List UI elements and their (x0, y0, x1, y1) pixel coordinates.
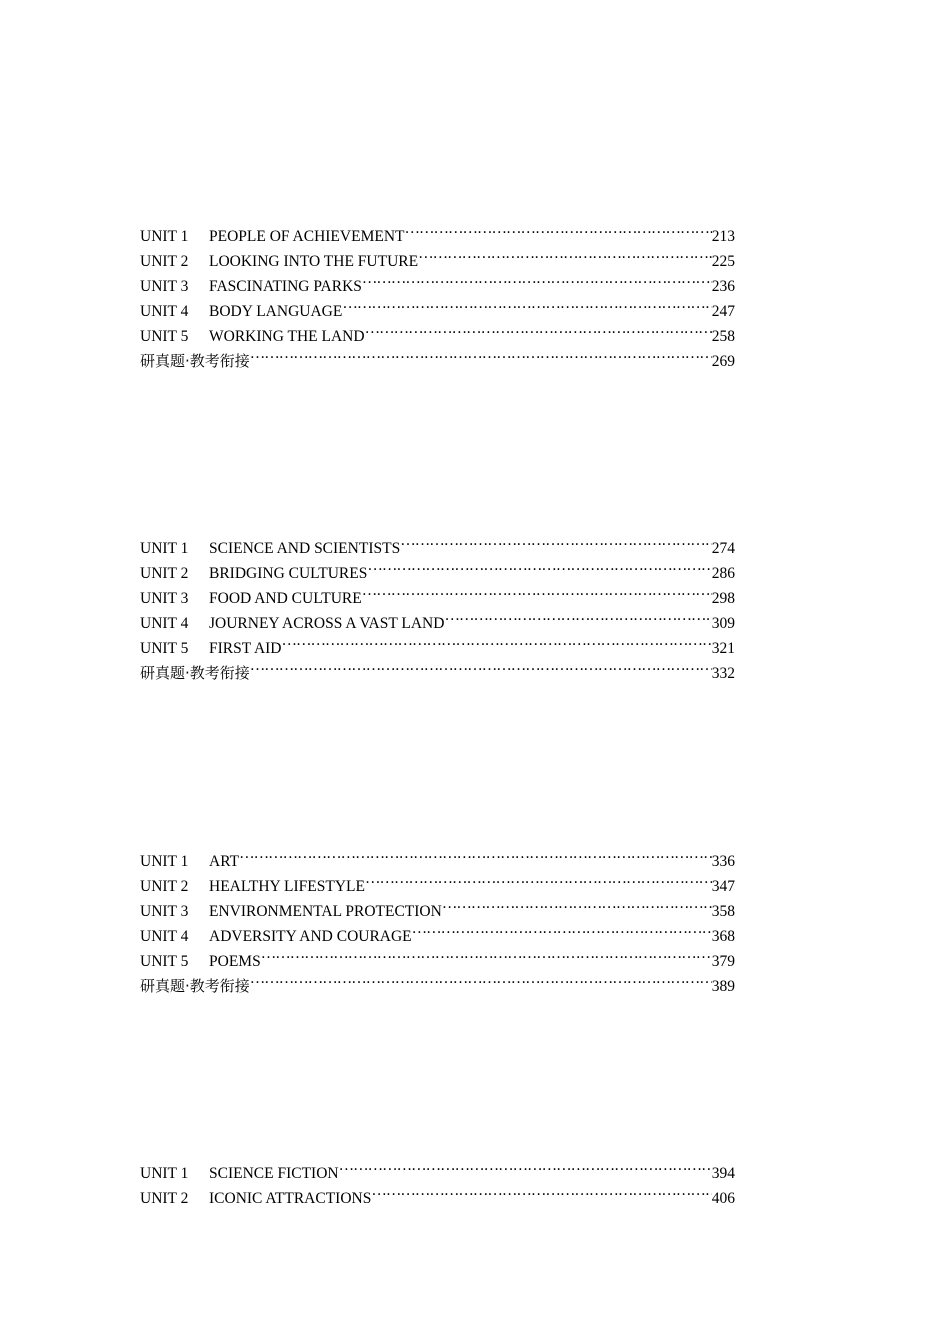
unit-number: UNIT 5 (140, 640, 189, 657)
unit-title: LOOKING INTO THE FUTURE (209, 253, 419, 270)
toc-entry[interactable] (140, 528, 735, 557)
unit-number: UNIT 2 (140, 878, 189, 895)
toc-entry[interactable] (140, 216, 735, 245)
dot-leader (365, 316, 712, 341)
dot-leader (362, 266, 712, 291)
unit-title: SCIENCE FICTION (209, 1165, 339, 1182)
unit-title: WORKING THE LAND (209, 328, 365, 345)
unit-number: UNIT 2 (140, 565, 189, 582)
unit-number: UNIT 4 (140, 615, 189, 632)
page-number: 247 (711, 303, 735, 320)
toc-section-2 (140, 528, 735, 682)
dot-leader (250, 653, 712, 678)
page-number: 368 (711, 928, 735, 945)
dot-leader (250, 966, 712, 991)
unit-number: UNIT 2 (140, 1190, 189, 1207)
dot-leader (365, 866, 712, 891)
unit-number: UNIT 4 (140, 303, 189, 320)
toc-entry[interactable] (140, 1153, 735, 1182)
unit-number: UNIT 5 (140, 953, 189, 970)
unit-title: FIRST AID (209, 640, 282, 657)
unit-number: UNIT 3 (140, 903, 189, 920)
page-number: 389 (711, 978, 735, 995)
unit-title: POEMS (209, 953, 261, 970)
page-number: 269 (711, 353, 735, 370)
dot-leader (371, 1178, 711, 1203)
page-number: 213 (711, 228, 735, 245)
unit-number: UNIT 5 (140, 328, 189, 345)
toc-entry[interactable] (140, 841, 735, 870)
page-number: 336 (711, 853, 735, 870)
unit-title: FASCINATING PARKS (209, 278, 362, 295)
dot-leader (418, 241, 712, 266)
review-title: 研真题·教考衔接 (140, 352, 250, 370)
unit-title: PEOPLE OF ACHIEVEMENT (209, 228, 405, 245)
unit-title: SCIENCE AND SCIENTISTS (209, 540, 401, 557)
unit-title: BODY LANGUAGE (209, 303, 343, 320)
page-number: 236 (711, 278, 735, 295)
page-number: 394 (711, 1165, 735, 1182)
unit-number: UNIT 4 (140, 928, 189, 945)
dot-leader (261, 941, 712, 966)
page-number: 274 (711, 540, 735, 557)
page-number: 298 (711, 590, 735, 607)
unit-title: FOOD AND CULTURE (209, 590, 362, 607)
review-title: 研真题·教考衔接 (140, 977, 250, 995)
dot-leader (362, 578, 712, 603)
dot-leader (339, 1153, 712, 1178)
page-number: 347 (711, 878, 735, 895)
unit-number: UNIT 1 (140, 228, 189, 245)
unit-title: ART (209, 853, 240, 870)
dot-leader (250, 341, 712, 366)
page-number: 225 (711, 253, 735, 270)
unit-number: UNIT 3 (140, 278, 189, 295)
unit-title: ENVIRONMENTAL PROTECTION (209, 903, 442, 920)
unit-number: UNIT 1 (140, 540, 189, 557)
unit-title: BRIDGING CULTURES (209, 565, 368, 582)
dot-leader (367, 553, 711, 578)
unit-number: UNIT 3 (140, 590, 189, 607)
unit-title: JOURNEY ACROSS A VAST LAND (209, 615, 445, 632)
page-number: 309 (711, 615, 735, 632)
dot-leader (444, 603, 711, 628)
unit-number: UNIT 1 (140, 853, 189, 870)
page-number: 321 (711, 640, 735, 657)
unit-title: HEALTHY LIFESTYLE (209, 878, 365, 895)
dot-leader (239, 841, 712, 866)
unit-number: UNIT 1 (140, 1165, 189, 1182)
dot-leader (412, 916, 712, 941)
toc-section-3 (140, 841, 735, 995)
page-number: 406 (711, 1190, 735, 1207)
dot-leader (442, 891, 712, 916)
dot-leader (404, 216, 711, 241)
page-number: 332 (711, 665, 735, 682)
unit-title: ICONIC ATTRACTIONS (209, 1190, 372, 1207)
review-title: 研真题·教考衔接 (140, 664, 250, 682)
unit-title: ADVERSITY AND COURAGE (209, 928, 412, 945)
page-number: 258 (711, 328, 735, 345)
page-number: 286 (711, 565, 735, 582)
toc-section-4 (140, 1153, 735, 1207)
page-number: 358 (711, 903, 735, 920)
unit-number: UNIT 2 (140, 253, 189, 270)
dot-leader (400, 528, 712, 553)
dot-leader (342, 291, 711, 316)
toc-section-1 (140, 216, 735, 370)
dot-leader (282, 628, 712, 653)
page-number: 379 (711, 953, 735, 970)
